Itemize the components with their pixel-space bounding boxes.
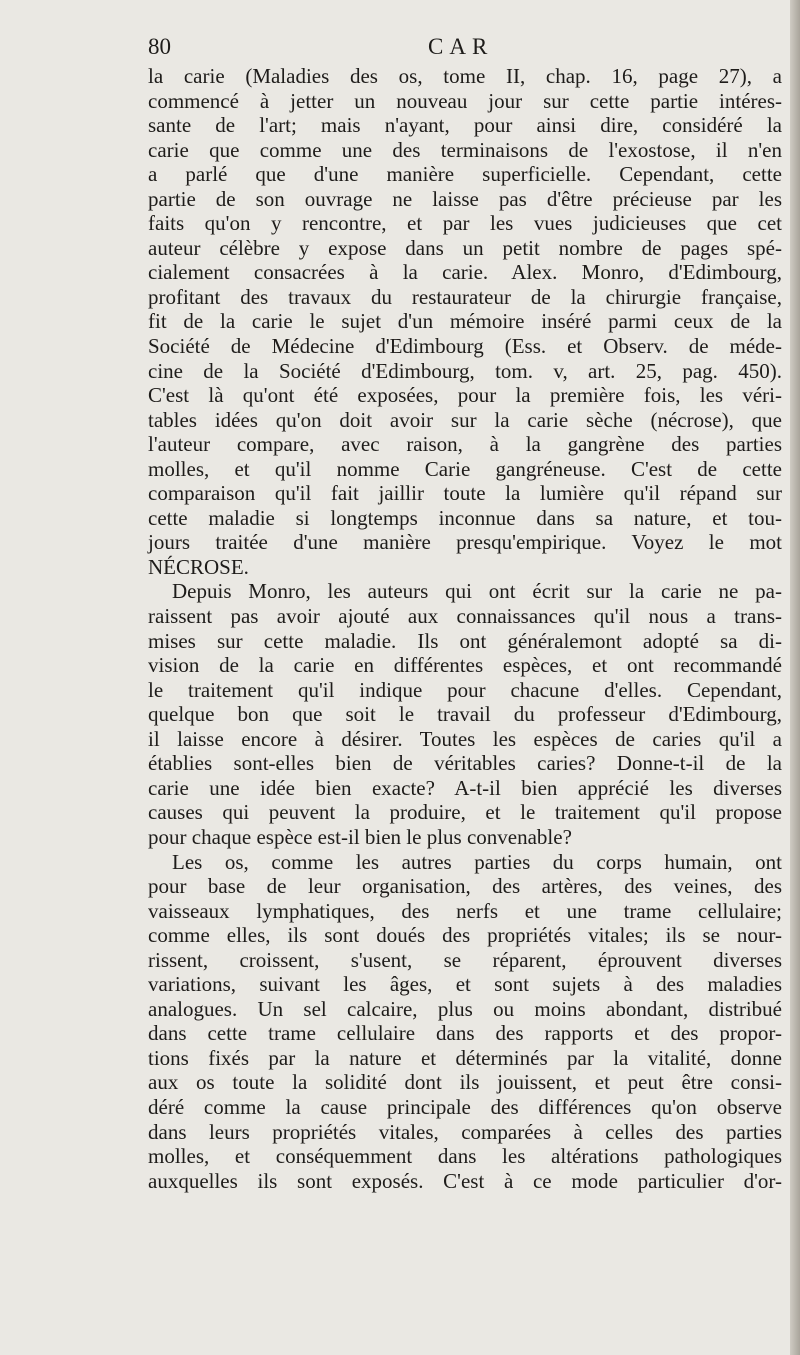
text-line: l'auteur compare, avec raison, à la gangrène des parties [148, 432, 782, 457]
text-line: cialement consacrées à la carie. Alex. Monro, d'Edimbourg, [148, 260, 782, 285]
text-line: Les os, comme les autres parties du corps humain, ont [172, 849, 782, 874]
running-head: CAR [428, 34, 494, 59]
text-line: partie de son ouvrage ne laisse pas d'être précieuse par les [148, 186, 782, 211]
text-line: quelque bon que soit le travail du professeur d'Edimbourg, [148, 702, 782, 727]
text-line: tables idées qu'on doit avoir sur la carie sèche (nécrose), que [148, 407, 782, 432]
text-line: auxquelles ils sont exposés. C'est à ce mode particulier d'or- [148, 1168, 782, 1193]
text-line: variations, suivant les âges, et sont sujets à des maladies [148, 972, 782, 997]
page-number: 80 [148, 34, 171, 59]
text-line: sante de l'art; mais n'ayant, pour ainsi dire, considéré la [148, 113, 782, 138]
text-line: jours traitée d'une manière presqu'empirique. Voyez le mot [148, 530, 782, 555]
text-line: raissent pas avoir ajouté aux connaissances qu'il nous a trans- [148, 604, 782, 629]
text-line: faits qu'on y rencontre, et par les vues judicieuses que cet [148, 211, 782, 236]
text-line: dans cette trame cellulaire dans des rapports et des propor- [148, 1021, 782, 1046]
text-line: auteur célèbre y expose dans un petit nombre de pages spé- [148, 235, 782, 260]
text-line: cine de la Société d'Edimbourg, tom. v, art. 25, pag. 450). [148, 358, 782, 383]
text-line: Société de Médecine d'Edimbourg (Ess. et Observ. de méde- [148, 334, 782, 359]
text-line: carie une idée bien exacte? A-t-il bien apprécié les diverses [148, 775, 782, 800]
text-line: vision de la carie en différentes espèces, et ont recommandé [148, 653, 782, 678]
page-margin-bottom [0, 1210, 790, 1355]
page-header [148, 34, 784, 64]
text-line: a parlé que d'une manière superficielle. Cependant, cette [148, 162, 782, 187]
text-line: C'est là qu'ont été exposées, pour la première fois, les véri- [148, 383, 782, 408]
text-line: NÉCROSE. [148, 554, 249, 579]
text-line: tions fixés par la nature et déterminés par la vitalité, donne [148, 1045, 782, 1070]
text-line: carie que comme une des terminaisons de l'exostose, il n'en [148, 137, 782, 162]
text-line: comme elles, ils sont doués des propriétés vitales; ils se nour- [148, 923, 782, 948]
text-line: Depuis Monro, les auteurs qui ont écrit sur la carie ne pa- [172, 579, 782, 604]
body-text [148, 64, 782, 1193]
text-line: établies sont-elles bien de véritables caries? Donne-t-il de la [148, 751, 782, 776]
text-line: pour chaque espèce est-il bien le plus convenable? [148, 824, 572, 849]
text-line: le traitement qu'il indique pour chacune d'elles. Cependant, [148, 677, 782, 702]
text-line: dans leurs propriétés vitales, comparées à celles des parties [148, 1119, 782, 1144]
text-line: fit de la carie le sujet d'un mémoire inséré parmi ceux de la [148, 309, 782, 334]
text-line: rissent, croissent, s'usent, se réparent, éprouvent diverses [148, 947, 782, 972]
text-line: il laisse encore à désirer. Toutes les espèces de caries qu'il a [148, 726, 782, 751]
text-line: molles, et conséquemment dans les altérations pathologiques [148, 1144, 782, 1169]
text-line: commencé à jetter un nouveau jour sur cette partie intéres- [148, 88, 782, 113]
text-line: molles, et qu'il nomme Carie gangréneuse. C'est de cette [148, 456, 782, 481]
text-line: causes qui peuvent la produire, et le traitement qu'il propose [148, 800, 782, 825]
text-line: comparaison qu'il fait jaillir toute la lumière qu'il répand sur [148, 481, 782, 506]
text-line: vaisseaux lymphatiques, des nerfs et une trame cellulaire; [148, 898, 782, 923]
text-line: la carie (Maladies des os, tome II, chap. 16, page 27), a [148, 64, 782, 88]
text-line: cette maladie si longtemps inconnue dans sa nature, et tou- [148, 505, 782, 530]
page-binding-edge [790, 0, 800, 1355]
text-line: profitant des travaux du restaurateur de la chirurgie française, [148, 284, 782, 309]
text-line: aux os toute la solidité dont ils jouissent, et peut être consi- [148, 1070, 782, 1095]
text-line: déré comme la cause principale des différences qu'on observe [148, 1094, 782, 1119]
text-line: analogues. Un sel calcaire, plus ou moins abondant, distribué [148, 996, 782, 1021]
text-line: pour base de leur organisation, des artères, des veines, des [148, 874, 782, 899]
text-line: mises sur cette maladie. Ils ont généralemont adopté sa di- [148, 628, 782, 653]
